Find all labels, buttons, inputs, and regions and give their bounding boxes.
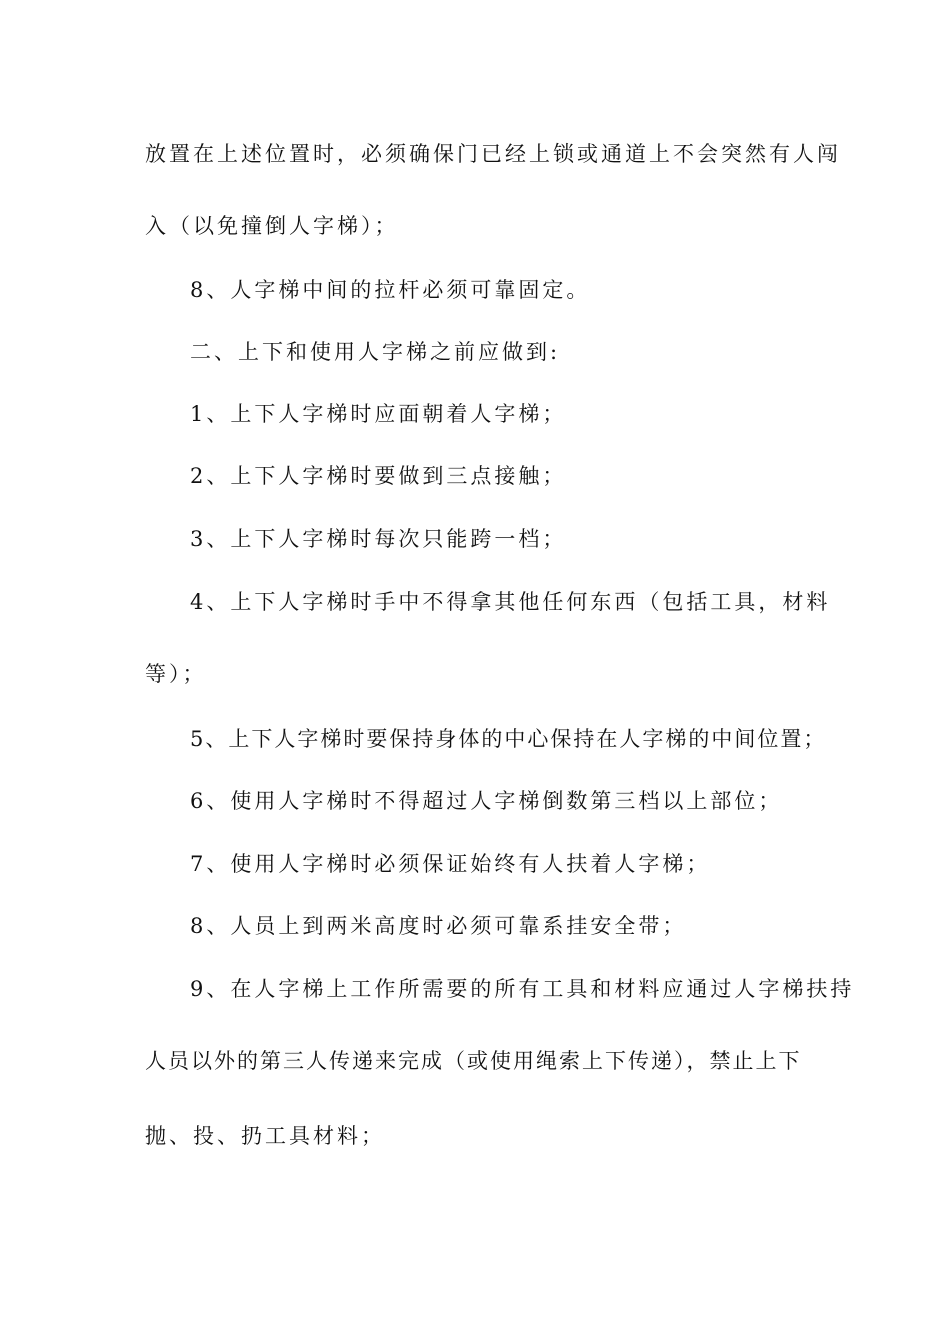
text-line-14: 9、在人字梯上工作所需要的所有工具和材料应通过人字梯扶持 <box>190 977 855 1001</box>
text-line-3: 8、人字梯中间的拉杆必须可靠固定。 <box>190 278 591 302</box>
text-line-7: 3、上下人字梯时每次只能跨一档； <box>190 527 567 551</box>
text-line-8: 4、上下人字梯时手中不得拿其他任何东西（包括工具，材料 <box>190 590 831 614</box>
text-line-12: 7、使用人字梯时必须保证始终有人扶着人字梯； <box>190 852 711 876</box>
text-line-11: 6、使用人字梯时不得超过人字梯倒数第三档以上部位； <box>190 789 783 813</box>
text-line-2: 入（以免撞倒人字梯）； <box>145 214 399 238</box>
text-line-13: 8、人员上到两米高度时必须可靠系挂安全带； <box>190 914 687 938</box>
text-line-1: 放置在上述位置时，必须确保门已经上锁或通道上不会突然有人闯 <box>145 142 841 166</box>
text-line-10: 5、上下人字梯时要保持身体的中心保持在人字梯的中间位置； <box>190 727 827 751</box>
text-line-5: 1、上下人字梯时应面朝着人字梯； <box>190 402 567 426</box>
text-line-9: 等）； <box>145 662 207 686</box>
section-heading: 二、上下和使用人字梯之前应做到: <box>190 340 561 364</box>
text-line-6: 2、上下人字梯时要做到三点接触； <box>190 464 567 488</box>
text-line-16: 抛、投、扔工具材料； <box>145 1124 385 1148</box>
text-line-15: 人员以外的第三人传递来完成（或使用绳索上下传递），禁止上下 <box>145 1049 802 1073</box>
